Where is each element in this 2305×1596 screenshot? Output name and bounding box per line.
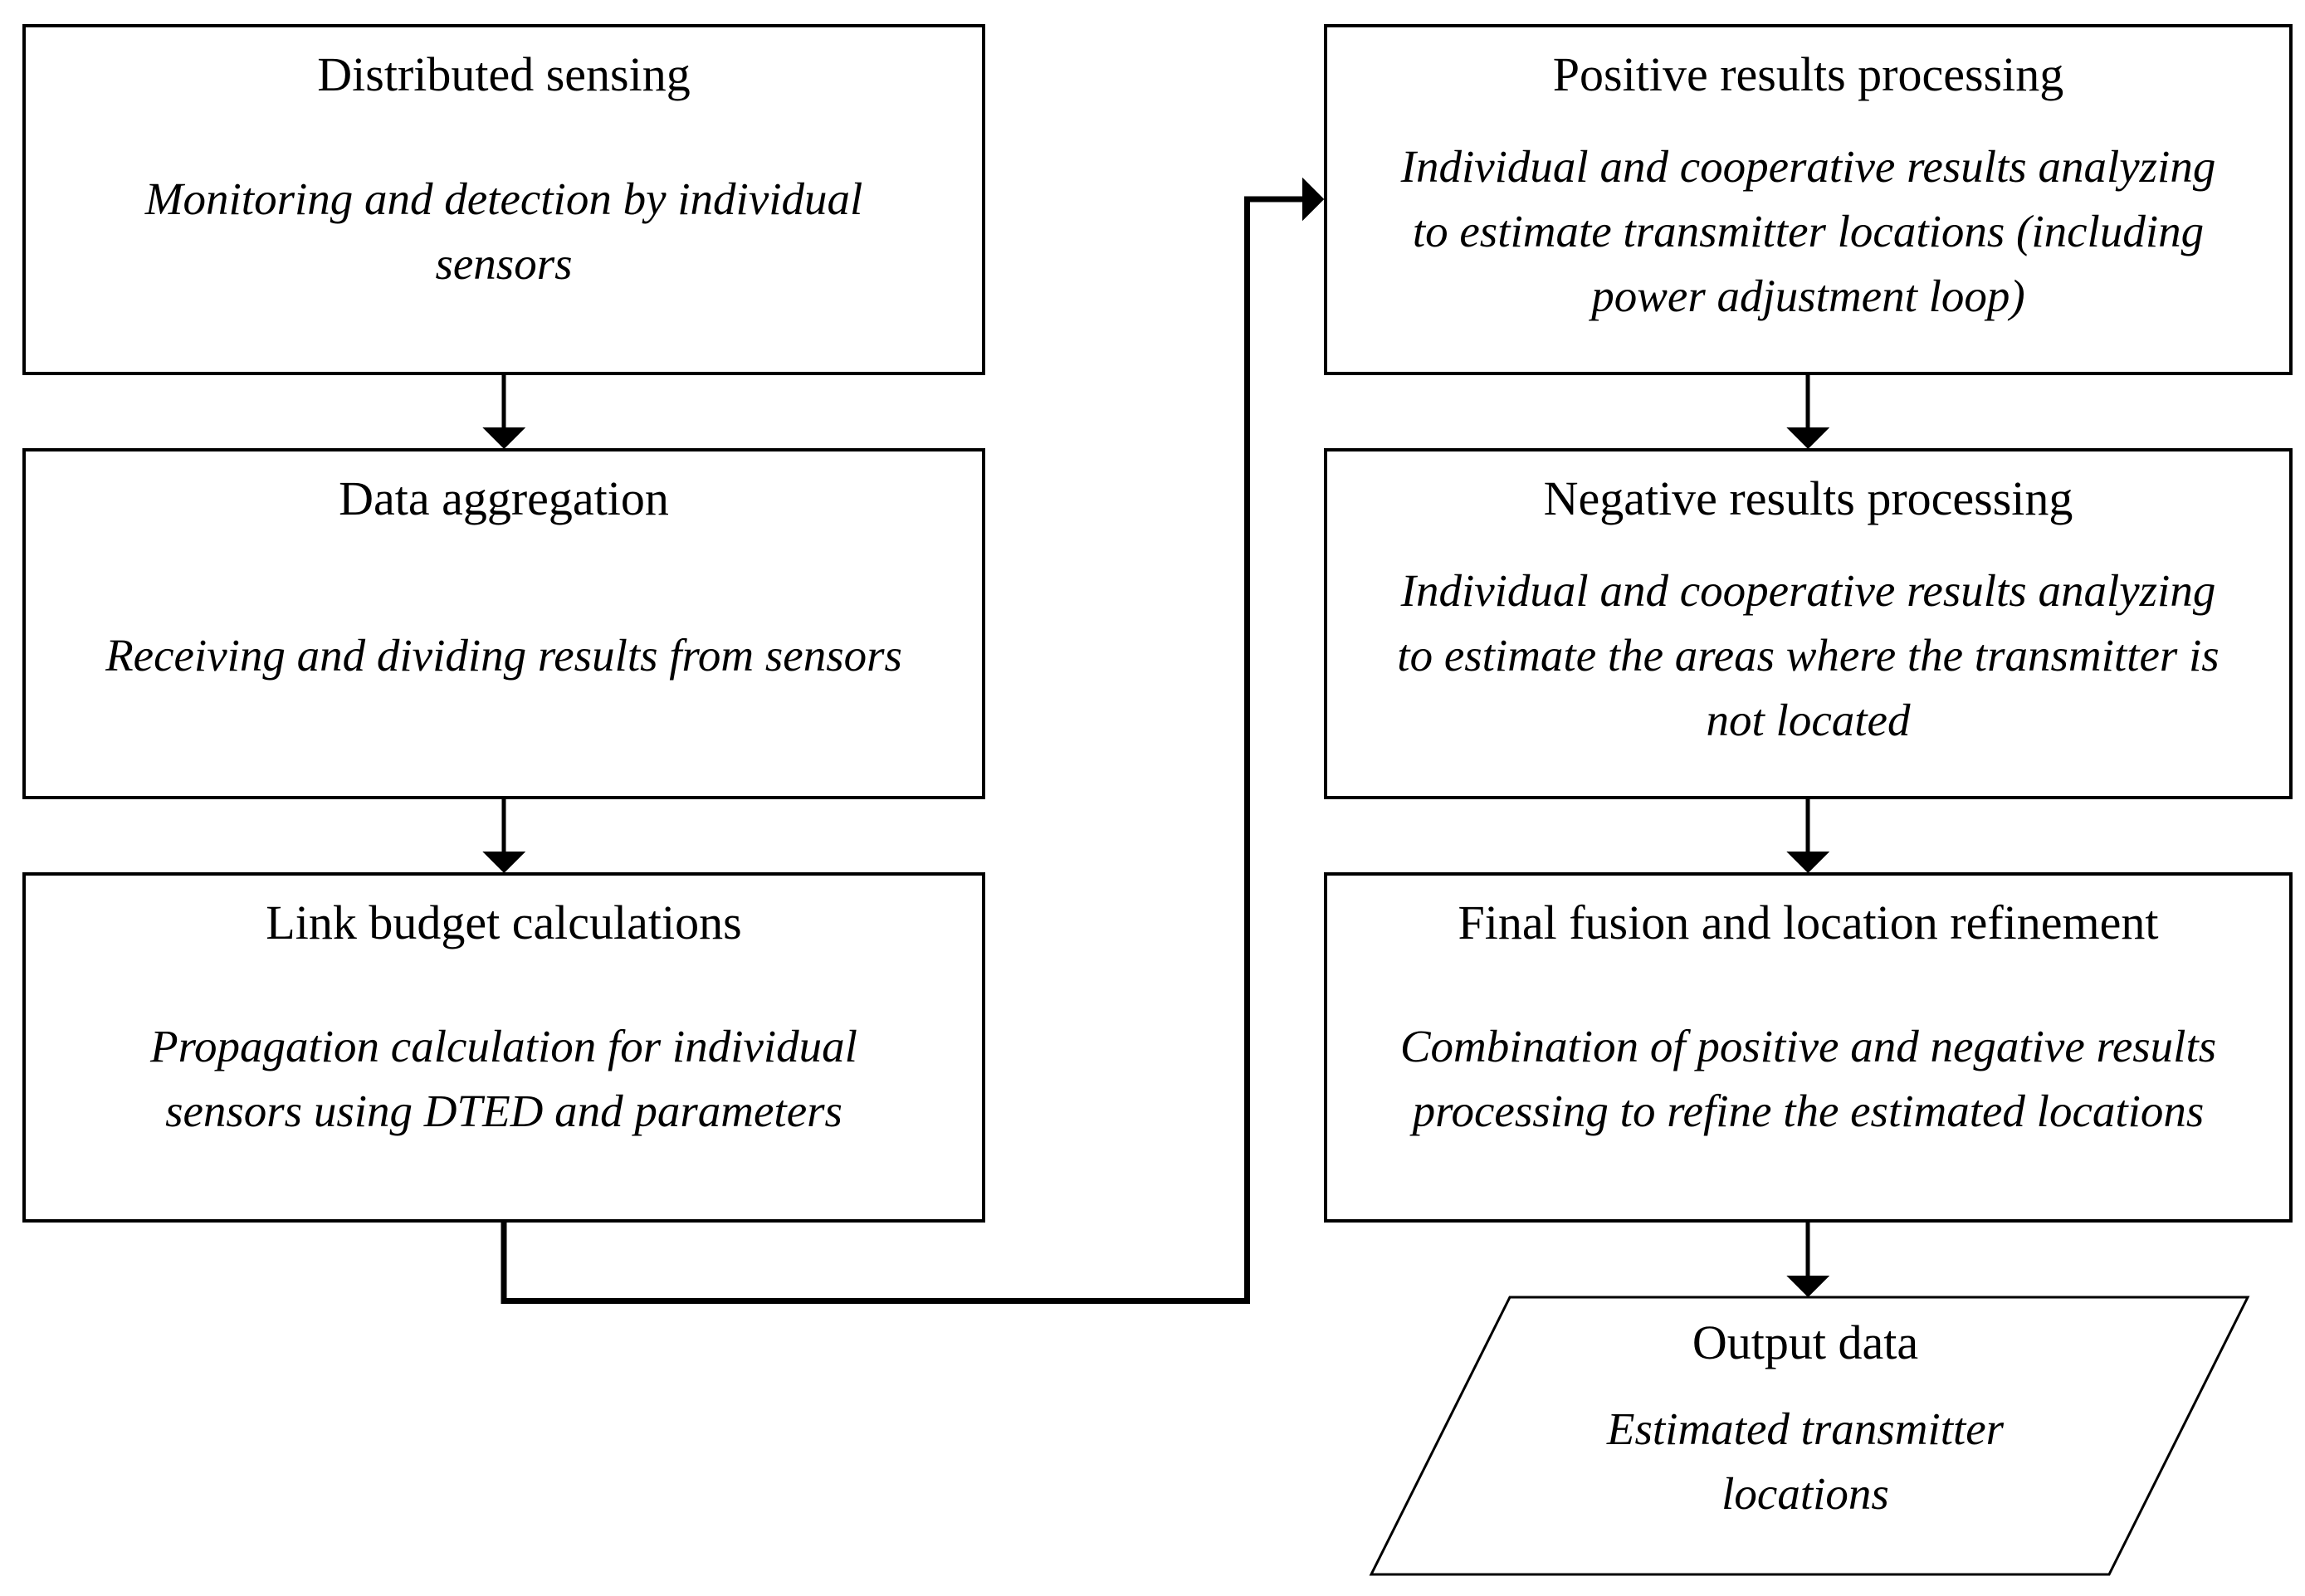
node-title: Link budget calculations	[266, 896, 742, 949]
node-title: Distributed sensing	[317, 47, 691, 101]
node-body-line: to estimate transmitter locations (including	[1412, 205, 2205, 256]
node-title: Output data	[1692, 1315, 1919, 1369]
node-final-fusion-and-location-refinement	[1324, 872, 2293, 1223]
node-body-line: Monitoring and detection by individual	[144, 173, 863, 224]
node-title: Final fusion and location refinement	[1458, 896, 2159, 949]
arrowhead-down-icon	[482, 427, 525, 449]
node-body	[1401, 102, 2216, 372]
node-negative-results-processing	[1324, 448, 2293, 799]
arrow-distributed-to-aggregation	[482, 375, 525, 449]
node-body-line: Combination of positive and negative results	[1399, 1021, 2217, 1071]
node-distributed-sensing	[22, 24, 985, 375]
node-link-budget-calculations	[22, 872, 985, 1223]
arrow-fusion-to-output	[1786, 1223, 1829, 1297]
node-body-line: to estimate the areas where the transmitter is	[1397, 629, 2220, 681]
node-body	[1400, 950, 2216, 1219]
node-output-data	[1411, 1307, 2200, 1564]
node-body-line: Propagation calculation for individual	[150, 1021, 857, 1071]
node-body-line: Individual and cooperative results analyzing	[1400, 564, 2216, 616]
arrowhead-down-icon	[1786, 1276, 1829, 1297]
node-title: Positive results processing	[1552, 47, 2064, 101]
arrowhead-down-icon	[1786, 852, 1829, 873]
node-body-line: Individual and cooperative results analyzing	[1400, 140, 2216, 192]
arrowhead-down-icon	[1786, 427, 1829, 449]
node-body-line: not located	[1706, 694, 1911, 745]
node-body-line: sensors	[435, 237, 573, 289]
node-body-line: sensors using DTED and parameters	[165, 1086, 842, 1136]
node-title: Data aggregation	[339, 471, 669, 525]
node-body	[1607, 1370, 2004, 1564]
arrow-positive-to-negative	[1786, 375, 1829, 449]
node-body-line: processing to refine the estimated locations	[1412, 1086, 2205, 1136]
node-positive-results-processing	[1324, 24, 2293, 375]
node-body	[105, 526, 902, 796]
arrowhead-right-icon	[1302, 178, 1324, 221]
node-body-line: locations	[1721, 1468, 1889, 1519]
node-title: Negative results processing	[1543, 471, 2073, 525]
node-body	[150, 950, 857, 1219]
node-body-line: power adjustment loop)	[1591, 270, 2025, 321]
node-body	[145, 102, 863, 372]
arrow-aggregation-to-linkbudget	[482, 799, 525, 873]
arrow-negative-to-fusion	[1786, 799, 1829, 873]
node-body	[1397, 526, 2219, 796]
node-body-line: Estimated transmitter	[1606, 1403, 2005, 1454]
node-body-line: Receiving and dividing results from sensors	[105, 629, 902, 681]
arrowhead-down-icon	[482, 852, 525, 873]
node-data-aggregation	[22, 448, 985, 799]
